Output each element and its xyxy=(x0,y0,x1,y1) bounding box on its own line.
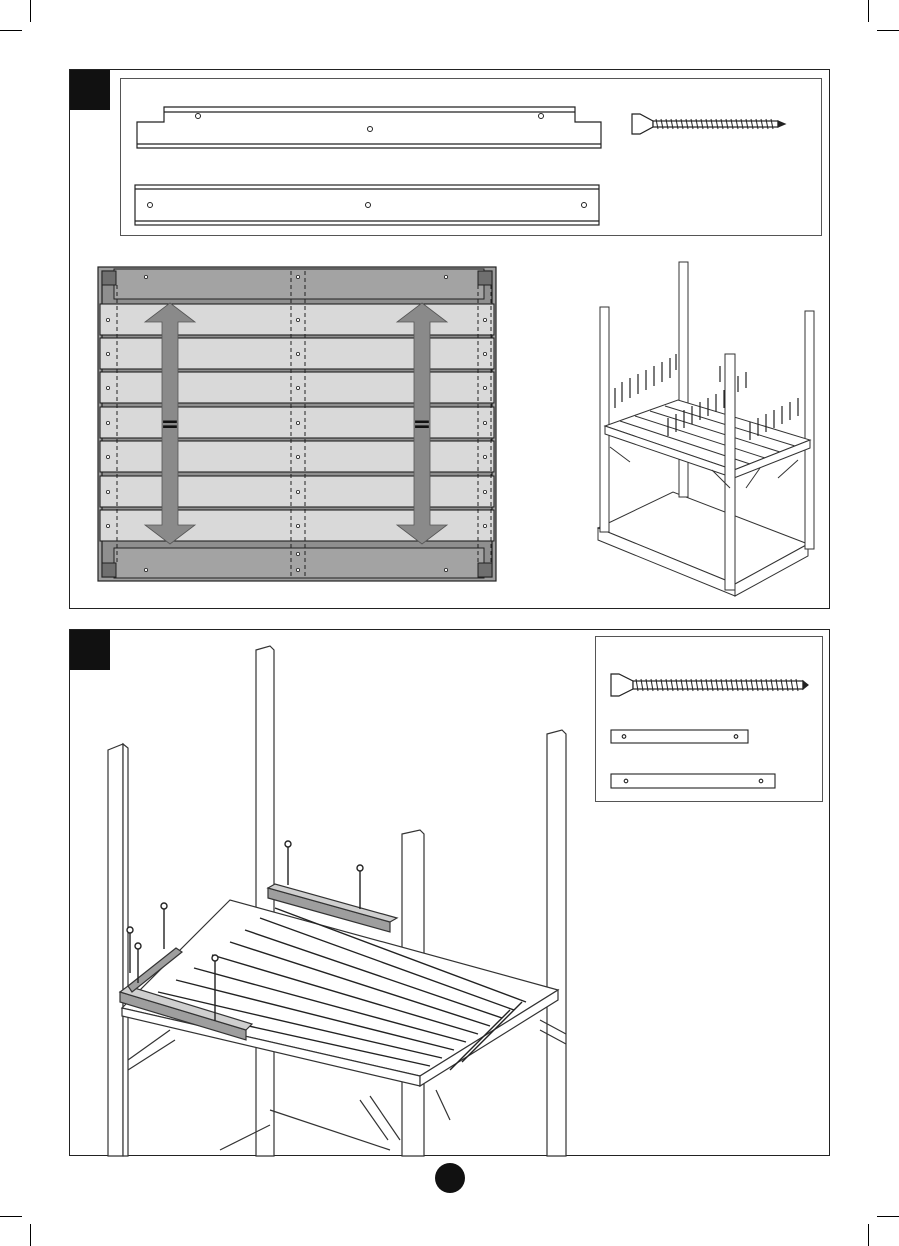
equal-mark-right: = xyxy=(412,412,432,437)
plain-board-hole xyxy=(148,203,153,208)
crop-mark-top-left-v xyxy=(30,0,31,22)
slotted-board-hole xyxy=(539,114,544,119)
equal-mark-left: = xyxy=(160,412,180,437)
plain-board-hole xyxy=(582,203,587,208)
step-2-drawing xyxy=(70,630,831,1157)
crop-mark-bottom-right-v xyxy=(868,1224,869,1246)
step-1-panel xyxy=(69,69,830,609)
crop-mark-top-left-h xyxy=(0,30,22,31)
plain-board-hole xyxy=(366,203,371,208)
slotted-board-hole xyxy=(368,127,373,132)
crop-mark-bottom-left-v xyxy=(30,1224,31,1246)
frame-thumbnail xyxy=(598,262,814,596)
long-batten-part xyxy=(611,774,775,788)
floor-end-board-top xyxy=(114,269,484,299)
crop-mark-top-right-h xyxy=(877,30,899,31)
crop-mark-bottom-left-h xyxy=(0,1216,22,1217)
step-1-parts-drawing xyxy=(70,70,831,610)
long-screw-icon xyxy=(611,674,808,696)
crop-mark-top-right-v xyxy=(868,0,869,22)
crop-mark-bottom-right-h xyxy=(877,1216,899,1217)
step-2-panel xyxy=(69,629,830,1156)
short-batten-part xyxy=(611,730,748,743)
slotted-board-hole xyxy=(196,114,201,119)
page-number-badge xyxy=(435,1163,465,1193)
